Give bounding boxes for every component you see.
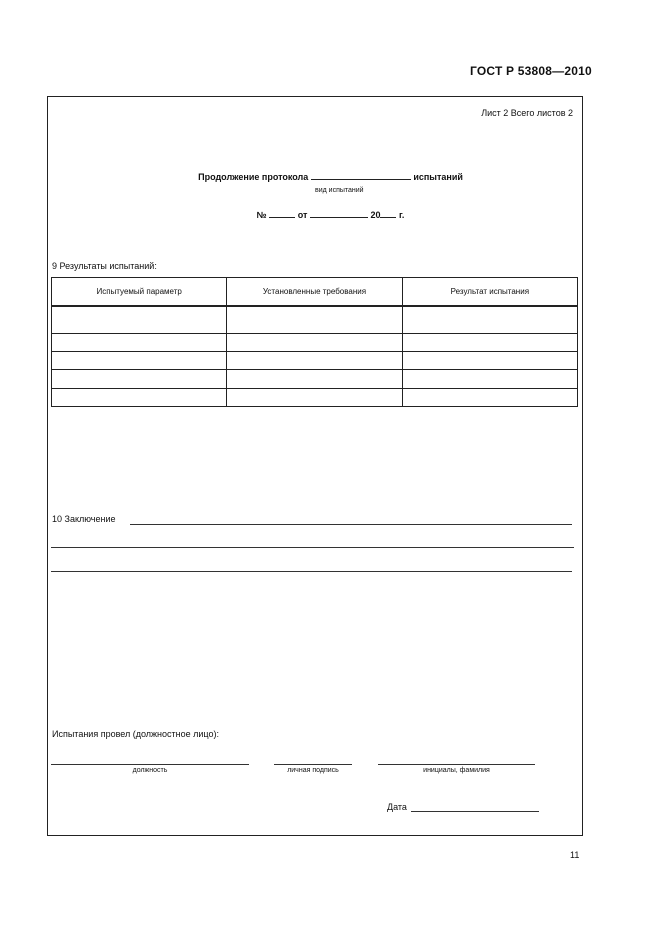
table-cell[interactable] xyxy=(52,370,227,388)
date-blank xyxy=(310,217,368,218)
position-line[interactable] xyxy=(51,764,249,765)
table-cell[interactable] xyxy=(52,333,227,351)
name-caption: инициалы, фамилия xyxy=(423,767,490,774)
table-row xyxy=(52,352,578,370)
column-header: Испытуемый параметр xyxy=(52,278,227,307)
standard-number: ГОСТ Р 53808—2010 xyxy=(470,64,592,78)
table-cell[interactable] xyxy=(52,388,227,406)
table-cell[interactable] xyxy=(402,370,577,388)
signature-caption: личная подпись xyxy=(287,767,339,774)
table-row xyxy=(52,370,578,388)
number-blank xyxy=(269,217,295,218)
form-frame xyxy=(47,96,583,836)
conclusion-line[interactable] xyxy=(130,524,572,525)
year-prefix: 20 xyxy=(370,210,381,220)
table-cell[interactable] xyxy=(227,333,402,351)
tested-by-label: Испытания провел (должностное лицо): xyxy=(52,729,219,739)
column-header: Результат испытания xyxy=(402,278,577,307)
test-type-blank xyxy=(311,179,411,180)
results-table xyxy=(51,277,578,407)
protocol-number-line xyxy=(0,210,661,220)
sheet-info: Лист 2 Всего листов 2 xyxy=(481,108,573,118)
protocol-title-start: Продолжение протокола xyxy=(198,172,309,182)
test-type-caption: вид испытаний xyxy=(315,187,364,194)
protocol-title-end: испытаний xyxy=(413,172,463,182)
page-number: 11 xyxy=(570,850,580,860)
section-9-heading: 9 Результаты испытаний: xyxy=(52,261,157,271)
year-blank xyxy=(380,217,396,218)
number-label: № xyxy=(256,210,267,220)
date-from-label: от xyxy=(297,210,308,220)
table-row xyxy=(52,306,578,333)
table-cell[interactable] xyxy=(227,370,402,388)
table-cell[interactable] xyxy=(227,388,402,406)
table-cell[interactable] xyxy=(227,306,402,333)
position-caption: должность xyxy=(132,767,168,774)
date-label: Дата xyxy=(387,802,407,812)
table-cell[interactable] xyxy=(52,352,227,370)
date-line[interactable] xyxy=(411,811,539,812)
table-row xyxy=(52,388,578,406)
name-line[interactable] xyxy=(378,764,535,765)
table-row xyxy=(52,333,578,351)
signature-line[interactable] xyxy=(274,764,352,765)
table-cell[interactable] xyxy=(402,352,577,370)
table-header-row xyxy=(52,278,578,307)
table-cell[interactable] xyxy=(227,352,402,370)
table-cell[interactable] xyxy=(52,306,227,333)
protocol-title xyxy=(0,172,661,182)
table-cell[interactable] xyxy=(402,306,577,333)
table-cell[interactable] xyxy=(402,333,577,351)
table-cell[interactable] xyxy=(402,388,577,406)
conclusion-line[interactable] xyxy=(51,547,574,548)
conclusion-line[interactable] xyxy=(51,571,572,572)
section-10-heading: 10 Заключение xyxy=(52,514,116,524)
year-suffix: г. xyxy=(398,210,405,220)
column-header: Установленные требования xyxy=(227,278,402,307)
